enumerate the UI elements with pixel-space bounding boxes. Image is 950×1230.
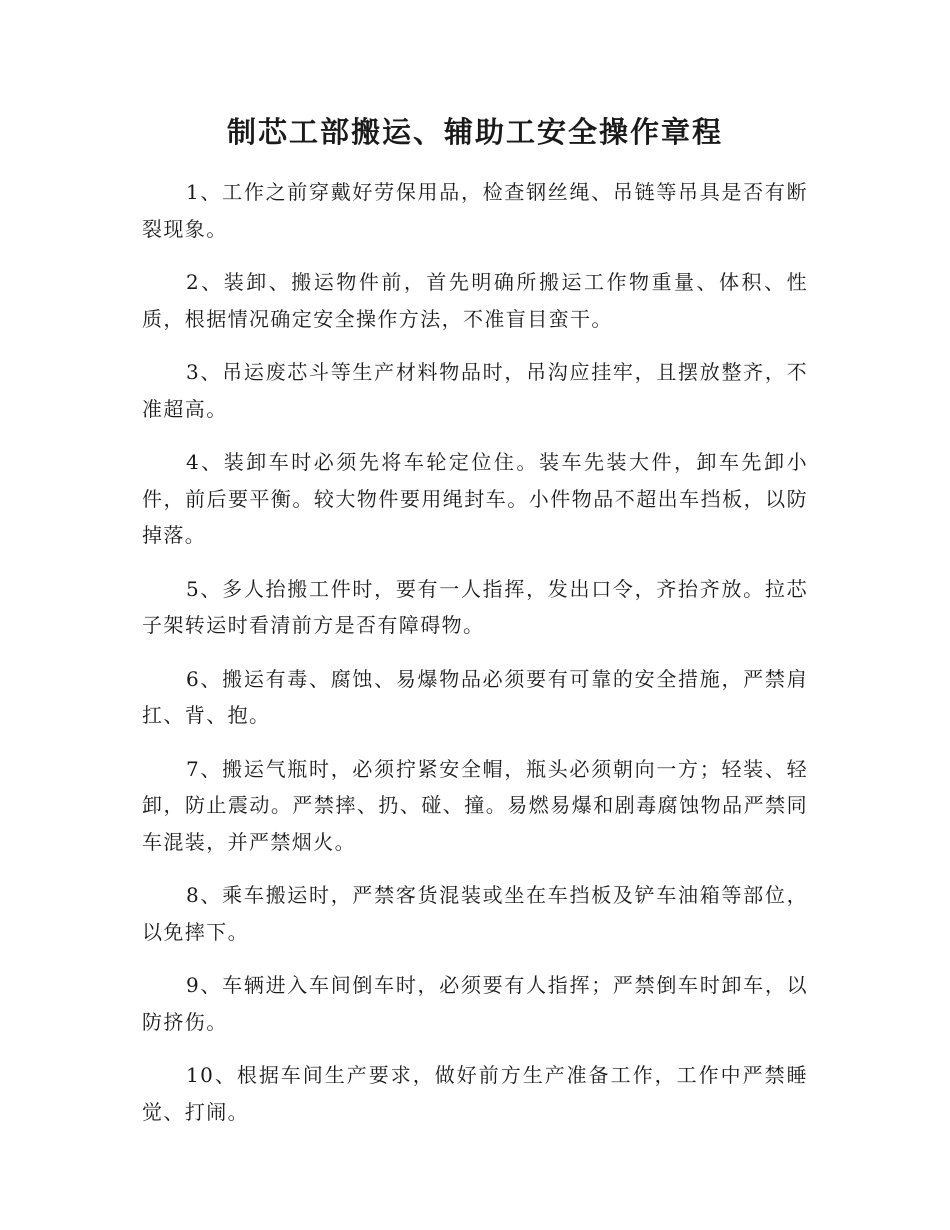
rule-item-2: 2、装卸、搬运物件前，首先明确所搬运工作物重量、体积、性质，根据情况确定安全操作方法，不准盲目蛮干。 xyxy=(142,270,808,331)
rule-item-5: 5、多人抬搬工件时，要有一人指挥，发出口令，齐抬齐放。拉芯子架转运时看清前方是否有障碍物。 xyxy=(142,576,808,637)
page-title: 制芯工部搬运、辅助工安全操作章程 xyxy=(226,115,723,149)
rule-item-7: 7、搬运气瓶时，必须拧紧安全帽，瓶头必须朝向一方；轻装、轻卸，防止震动。严禁摔、扔、碰、撞。易燃易爆和剧毒腐蚀物品严禁同车混装，并严禁烟火。 xyxy=(142,756,808,854)
rule-item-9: 9、车辆进入车间倒车时，必须要有人指挥；严禁倒车时卸车，以防挤伤。 xyxy=(142,973,808,1034)
rules-list xyxy=(142,174,808,1130)
rule-item-1: 1、工作之前穿戴好劳保用品，检查钢丝绳、吊链等吊具是否有断裂现象。 xyxy=(142,180,808,241)
rule-item-4: 4、装卸车时必须先将车轮定位住。装车先装大件，卸车先卸小件，前后要平衡。较大物件要用绳封车。小件物品不超出车挡板，以防掉落。 xyxy=(142,450,808,547)
rule-item-3: 3、吊运废芯斗等生产材料物品时，吊沟应挂牢，且摆放整齐，不准超高。 xyxy=(142,360,808,421)
rule-item-10: 10、根据车间生产要求，做好前方生产准备工作，工作中严禁睡觉、打闹。 xyxy=(142,1063,808,1124)
rule-item-8: 8、乘车搬运时，严禁客货混装或坐在车挡板及铲车油箱等部位，以免摔下。 xyxy=(142,883,808,944)
rule-item-6: 6、搬运有毒、腐蚀、易爆物品必须要有可靠的安全措施，严禁肩扛、背、抱。 xyxy=(142,666,808,727)
